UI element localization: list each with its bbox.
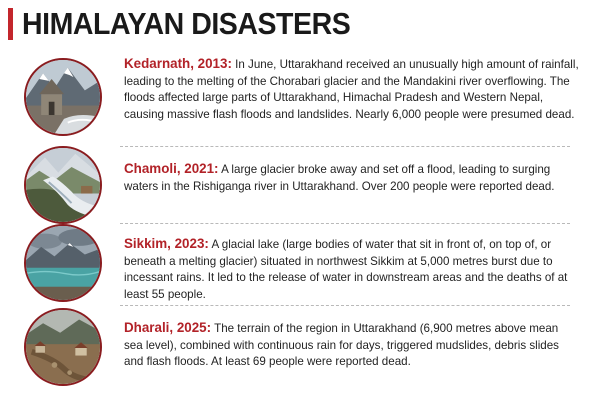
page-title: HIMALAYAN DISASTERS <box>22 6 351 41</box>
entry-heading: Sikkim, 2023: <box>124 236 209 251</box>
divider <box>120 305 570 306</box>
entry-text <box>124 161 580 195</box>
entry-heading: Chamoli, 2021: <box>124 161 219 176</box>
divider <box>120 146 570 147</box>
title-accent-bar <box>8 8 13 40</box>
entry-body: In June, Uttarakhand received an unusually high amount of rainfall, leading to the melting of the Chorabari glacier and the Mandakini river overflowing. The floods affected large parts of Uttarakhand, Himachal Pradesh and Western Nepal, causing massive flash floods and landslides. Nearly 6,000 people were presumed dead. <box>124 58 579 121</box>
entry-text <box>124 56 580 123</box>
glacier-flood-image <box>24 146 102 224</box>
glacial-lake-image <box>24 224 102 302</box>
entry-body: A glacial lake (large bodies of water that sit in front of, on top of, or beneath a melting glacier) situated in northwest Sikkim at 5,000 metres burst due to incessant rains. It led to the release of water in downstream areas and the deaths of at least 55 people. <box>124 238 568 301</box>
entry-body: The terrain of the region in Uttarakhand (6,900 metres above mean sea level), combined with continuous rain for days, triggered mudslides, debris slides and flash floods. At least 69 people were reported dead. <box>124 322 559 368</box>
temple-flood-image <box>24 58 102 136</box>
entry-heading: Kedarnath, 2013: <box>124 56 232 71</box>
entry-body: A large glacier broke away and set off a flood, leading to surging waters in the Rishiganga river in Uttarakhand. Over 200 people were reported dead. <box>124 163 555 193</box>
entry-text <box>124 236 580 303</box>
entry-text <box>124 320 580 371</box>
header <box>0 0 600 50</box>
mudslide-village-image <box>24 308 102 386</box>
entry-heading: Dharali, 2025: <box>124 320 212 335</box>
divider <box>120 223 570 224</box>
